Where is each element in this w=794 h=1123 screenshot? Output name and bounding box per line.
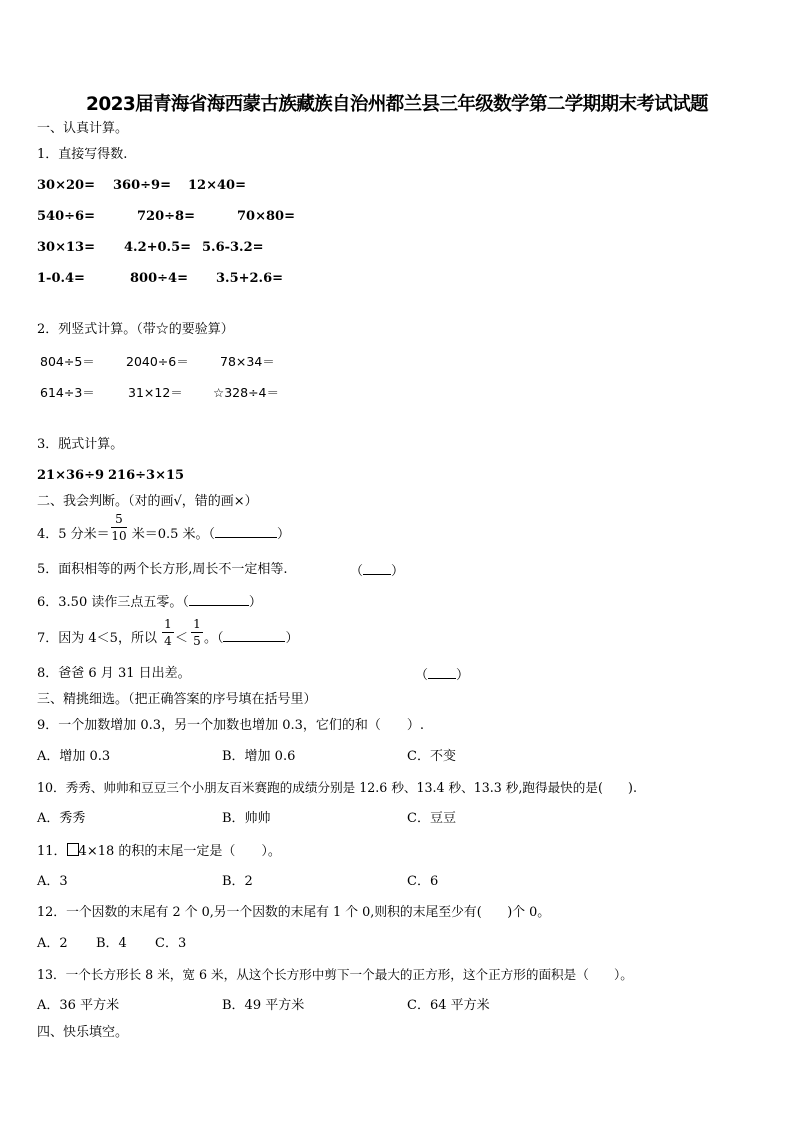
question-8-text: 8．爸爸 6 月 31 日出差。 — [37, 666, 191, 681]
blank-square-icon — [67, 843, 79, 856]
answer-blank[interactable] — [363, 562, 391, 575]
calc-item: 5.6-3.2= — [202, 240, 264, 255]
page-title: 2023届青海省海西蒙古族藏族自治州都兰县三年级数学第二学期期末考试试题 — [86, 94, 708, 115]
question-9-text: 9．一个加数增加 0.3，另一个加数也增加 0.3，它们的和（ ）. — [37, 718, 425, 733]
vertical-calc-item: 804÷5＝ — [40, 354, 95, 369]
calc-item: 21×36÷9 — [37, 468, 105, 483]
option-c[interactable]: C．6 — [407, 874, 439, 889]
calc-item: 30×13= — [37, 240, 95, 255]
question-12-text: 12．一个因数的末尾有 2 个 0,另一个因数的末尾有 1 个 0,则积的末尾至少有( )个 0。 — [37, 905, 551, 920]
question-13-text: 13．一个长方形长 8 米，宽 6 米，从这个长方形中剪下一个最大的正方形，这个正方形的面积是（ ）。 — [37, 967, 633, 982]
question-5-text: 5．面积相等的两个长方形,周长不一定相等. — [37, 562, 288, 577]
section-heading-2: 二、我会判断。（对的画√，错的画×） — [37, 494, 258, 509]
vertical-calc-item: 78×34＝ — [220, 354, 275, 369]
question-6-text: 6．3.50 读作三点五零。（ ） — [37, 595, 262, 610]
q4-post: 米＝0.5 米。（ — [131, 527, 215, 542]
calc-item: 12×40= — [188, 178, 246, 193]
question-2-label: 2．列竖式计算。（带☆的要验算） — [37, 322, 234, 337]
option-b[interactable]: B．49 平方米 — [222, 998, 305, 1013]
question-10-text: 10．秀秀、帅帅和豆豆三个小朋友百米赛跑的成绩分别是 12.6 秒、13.4 秒、13.3 秒,跑得最快的是( ). — [37, 780, 637, 795]
option-b[interactable]: B．帅帅 — [222, 811, 271, 826]
calc-item: 70×80= — [237, 209, 295, 224]
option-b[interactable]: B．2 — [222, 874, 253, 889]
answer-blank[interactable] — [428, 666, 456, 679]
calc-item: 540÷6= — [37, 209, 95, 224]
answer-blank[interactable] — [223, 629, 285, 642]
fraction-1-5: 1 5 — [191, 617, 203, 648]
option-c[interactable]: C．64 平方米 — [407, 998, 490, 1013]
question-3-label: 3．脱式计算。 — [37, 437, 124, 452]
q4-pre: 4．5 分米＝ — [37, 527, 110, 542]
vertical-calc-item: 31×12＝ — [128, 385, 183, 400]
option-c[interactable]: C．豆豆 — [407, 811, 456, 826]
calc-item: 800÷4= — [130, 271, 188, 286]
calc-item: 360÷9= — [113, 178, 171, 193]
section-heading-1: 一、认真计算。 — [37, 121, 129, 136]
fraction-numerator: 5 — [115, 512, 123, 526]
section-heading-3: 三、精挑细选。（把正确答案的序号填在括号里） — [37, 692, 317, 707]
question-7-text: 7．因为 4＜5，所以 ＜ 。（ ） — [37, 631, 299, 646]
section-heading-4: 四、快乐填空。 — [37, 1025, 129, 1040]
calc-item: 4.2+0.5= — [124, 240, 192, 255]
answer-blank[interactable] — [189, 593, 249, 606]
vertical-calc-item: ☆328÷4＝ — [213, 385, 279, 400]
vertical-calc-item: 2040÷6＝ — [126, 354, 189, 369]
option-a[interactable]: A．2 — [37, 936, 68, 951]
calc-item: 30×20= — [37, 178, 95, 193]
option-a[interactable]: A．秀秀 — [37, 811, 86, 826]
question-11-text: 11． 4×18 的积的末尾一定是（ ）。 — [37, 844, 281, 859]
option-b[interactable]: B．4 — [96, 936, 127, 951]
question-5-answer: （ ） — [350, 564, 405, 579]
fraction-1-4: 1 4 — [162, 617, 174, 648]
option-b[interactable]: B．增加 0.6 — [222, 749, 296, 764]
option-a[interactable]: A．增加 0.3 — [37, 749, 111, 764]
question-4-text: 4．5 分米＝ 米＝0.5 米。（ ） — [37, 527, 291, 542]
calc-item: 3.5+2.6= — [216, 271, 284, 286]
calc-item: 1-0.4= — [37, 271, 85, 286]
question-1-label: 1．直接写得数. — [37, 147, 128, 162]
calc-item: 216÷3×15 — [108, 468, 185, 483]
calc-item: 720÷8= — [137, 209, 195, 224]
vertical-calc-item: 614÷3＝ — [40, 385, 95, 400]
option-c[interactable]: C．3 — [155, 936, 187, 951]
option-a[interactable]: A．3 — [37, 874, 68, 889]
fraction-denominator: 10 — [111, 529, 127, 543]
question-8-answer: （ ） — [415, 668, 470, 683]
option-c[interactable]: C．不变 — [407, 749, 456, 764]
option-a[interactable]: A．36 平方米 — [37, 998, 120, 1013]
answer-blank[interactable] — [215, 525, 277, 538]
fraction-5-10 — [111, 512, 127, 543]
